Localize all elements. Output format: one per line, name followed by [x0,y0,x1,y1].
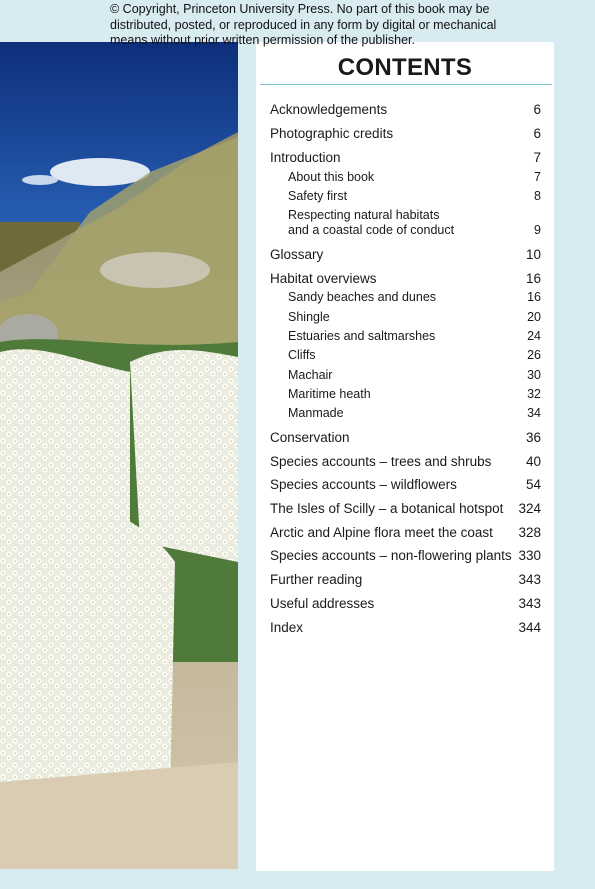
toc-entry-title: Cliffs [288,348,316,362]
coastal-flowers-photo [0,42,238,869]
toc-entry-title: Manmade [288,406,344,420]
toc-entry-page: 54 [525,477,541,492]
contents-panel [256,42,554,871]
toc-entry-page: 343 [518,596,541,611]
toc-entry-title: Further reading [270,572,363,587]
toc-entry-page: 328 [518,525,541,540]
toc-entry-page: 343 [518,572,541,587]
contents-title: CONTENTS [337,54,473,81]
toc-entry-page: 40 [525,454,541,469]
toc-entry-title-line2: and a coastal code of conduct [288,223,455,237]
toc-entry-page: 7 [533,150,541,165]
toc-entry-page: 9 [534,223,541,237]
toc-entry-title: Conservation [270,430,350,445]
toc-entry-page: 32 [527,387,541,401]
toc-entry-title: Useful addresses [270,596,375,611]
toc-entry-title: Introduction [270,150,341,165]
toc-entry-title: Safety first [288,189,348,203]
toc-entry-title: Species accounts – wildflowers [270,477,457,492]
toc-entry-title: Glossary [270,247,324,262]
toc-entry-title: Index [270,620,304,635]
toc-entry-page: 8 [534,189,541,203]
toc-entry-page: 6 [533,126,541,141]
toc-entry-page: 10 [525,247,541,262]
copyright-notice: © Copyright, Princeton University Press. No part of this book may be distributed, posted, or reproduced in any form by digital or mechanical means without prior written permission of the publisher. [110,2,497,47]
toc-entry-page: 16 [527,290,541,304]
toc-entry-page: 6 [533,102,541,117]
toc-entry-page: 20 [527,310,541,324]
toc-entry-title: Respecting natural habitats [288,208,440,222]
toc-entry-title: Species accounts – non-flowering plants [270,548,512,563]
toc-entry-page: 324 [518,501,541,516]
toc-entry-title: Photographic credits [270,126,394,141]
toc-entry-title: About this book [288,170,375,184]
toc-entry-page: 344 [518,620,541,635]
toc-entry-title: Maritime heath [288,387,371,401]
toc-entry-title: Sandy beaches and dunes [288,290,437,304]
toc-entry-title: Species accounts – trees and shrubs [270,454,492,469]
toc-entry-page: 7 [534,170,541,184]
toc-entry-page: 36 [525,430,541,445]
toc-entry-title: Arctic and Alpine flora meet the coast [270,525,493,540]
title-divider [260,84,552,85]
toc-entry-page: 16 [525,271,541,286]
toc-entry-title: The Isles of Scilly – a botanical hotspot [270,501,504,516]
toc-entry-title: Estuaries and saltmarshes [288,329,436,343]
toc-entry-page: 30 [527,368,541,382]
toc-entry-title: Acknowledgements [270,102,388,117]
toc-entry-page: 26 [527,348,541,362]
toc-entry-title: Machair [288,368,333,382]
toc-entry-page: 330 [518,548,541,563]
toc-entry-page: 24 [527,329,541,343]
toc-entry-title: Shingle [288,310,330,324]
toc-entry-title: Habitat overviews [270,271,377,286]
toc-entry-page: 34 [527,406,541,420]
